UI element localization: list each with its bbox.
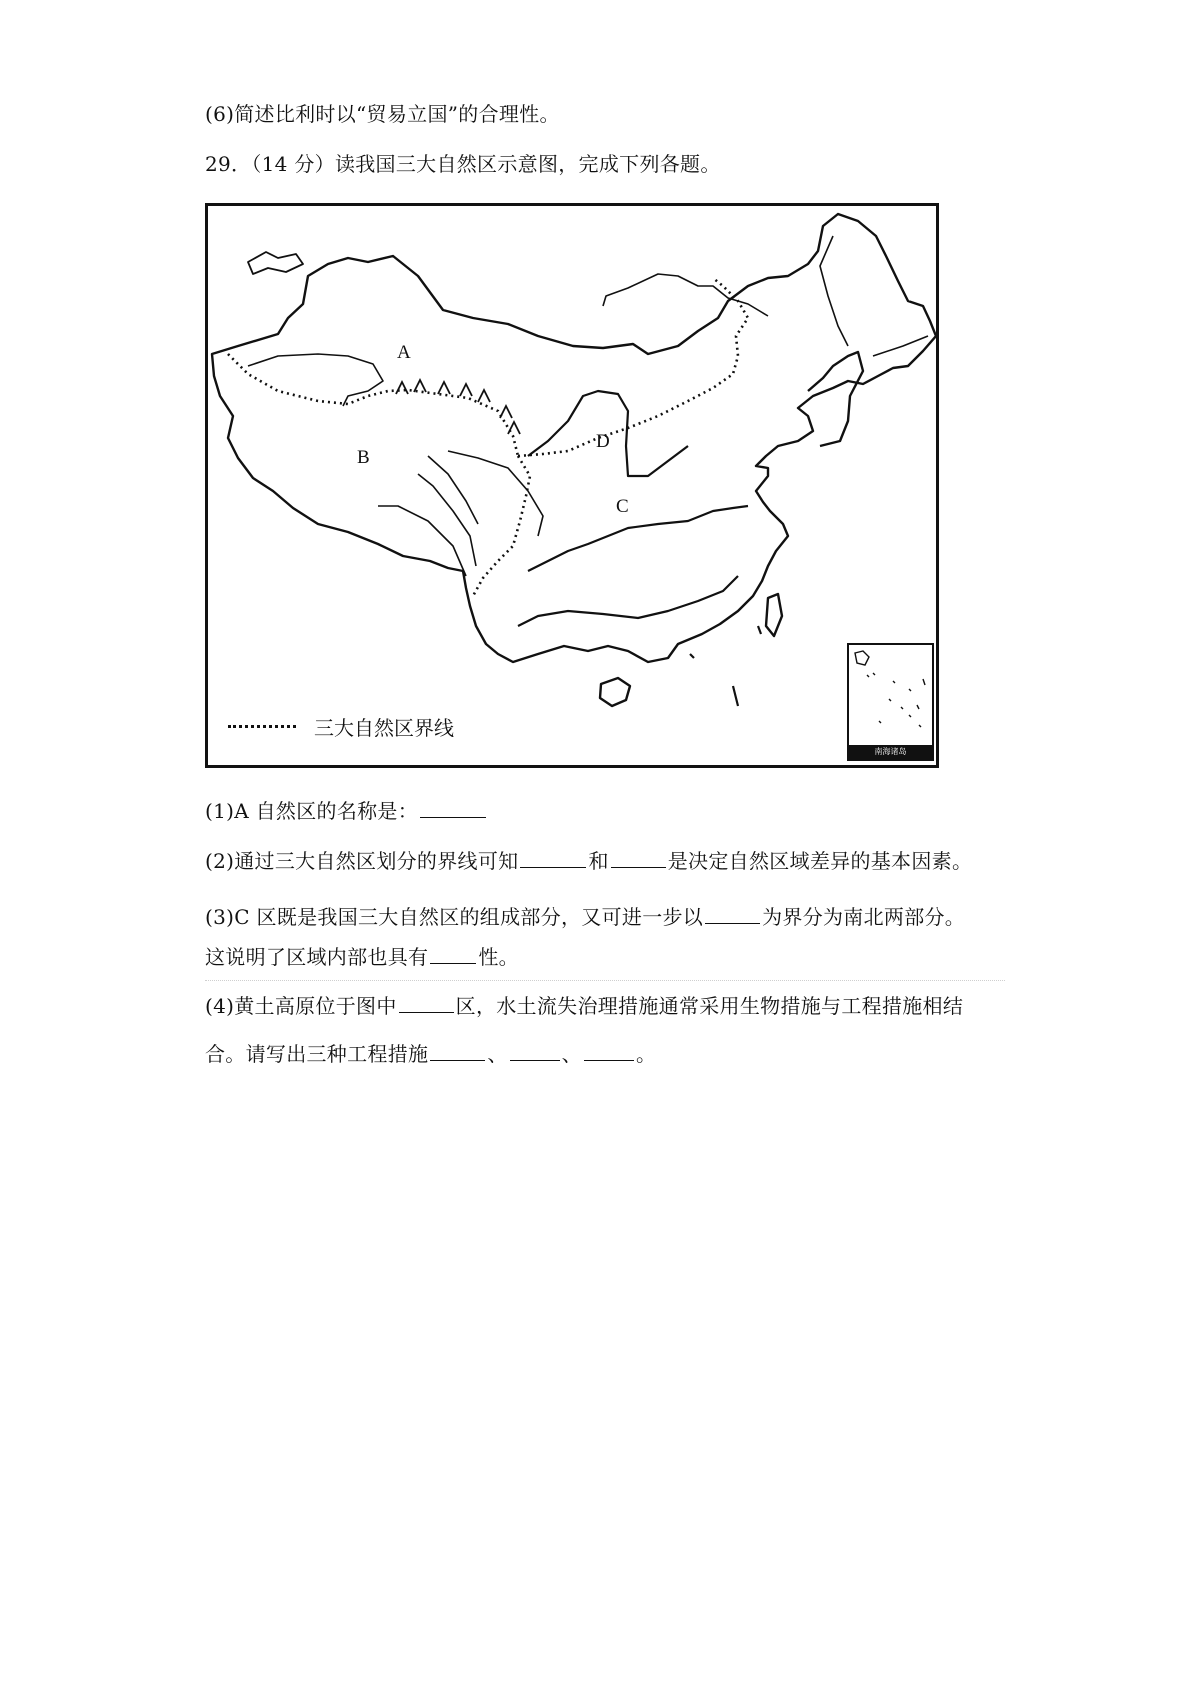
question-4-end: 。	[635, 1042, 657, 1066]
question-29-header	[205, 150, 721, 178]
river-hengduan-1	[378, 506, 466, 576]
inset-coast	[855, 651, 869, 665]
answer-blank[interactable]	[584, 1040, 634, 1061]
question-6-text: (6)简述比利时以“贸易立国”的合理性。	[205, 102, 560, 126]
boundary-west	[228, 354, 518, 456]
question-3-cont-text-a: 这说明了区域内部也具有	[205, 945, 429, 969]
map-label-b: B	[357, 447, 370, 468]
yangtze-line	[528, 506, 748, 571]
answer-blank[interactable]	[399, 992, 454, 1013]
map-label-a: A	[397, 342, 411, 363]
inset-drawing	[849, 645, 932, 745]
question-4-text-a: (4)黄土高原位于图中	[205, 994, 397, 1018]
question-4-continued	[205, 1040, 656, 1068]
legend-dotted-line	[228, 725, 296, 728]
taiwan-island	[766, 594, 782, 636]
question-3-text-a: (3)C 区既是我国三大自然区的组成部分，又可进一步以	[205, 905, 704, 929]
china-natural-regions-map	[205, 203, 939, 768]
china-outline	[212, 214, 936, 662]
boundary-south	[473, 456, 530, 596]
question-6	[205, 100, 560, 128]
question-4-sep-1: 、	[487, 1042, 508, 1066]
question-3-cont-text-b: 性。	[478, 945, 519, 969]
river-tarim	[248, 354, 383, 406]
map-label-d: D	[596, 431, 610, 452]
inset-islands	[867, 673, 925, 727]
answer-blank[interactable]	[520, 847, 586, 868]
south-china-sea-inset	[847, 643, 934, 761]
legend-label: 三大自然区界线	[314, 716, 454, 740]
answer-blank[interactable]	[430, 943, 476, 964]
question-4-cont-text-a: 合。请写出三种工程措施	[205, 1042, 429, 1066]
question-2	[205, 847, 972, 875]
korea-coast	[808, 352, 863, 446]
question-2-text-c: 是决定自然区域差异的基本因素。	[667, 849, 973, 873]
question-2-text-b: 和	[588, 849, 609, 873]
south-islands-3	[758, 626, 761, 634]
answer-blank[interactable]	[510, 1040, 560, 1061]
question-3	[205, 903, 965, 931]
question-29-header-text: 29．（14 分）读我国三大自然区示意图，完成下列各题。	[205, 152, 721, 176]
question-1	[205, 797, 488, 825]
map-legend	[228, 712, 454, 741]
mountain-symbol-1	[396, 380, 520, 434]
question-4	[205, 992, 963, 1020]
question-2-text-a: (2)通过三大自然区划分的界线可知	[205, 849, 519, 873]
hainan-island	[600, 678, 630, 706]
question-3-continued	[205, 943, 519, 971]
boundary-north	[518, 278, 748, 456]
inset-caption: 南海诸岛	[849, 745, 932, 759]
question-4-sep-2: 、	[561, 1042, 582, 1066]
answer-blank[interactable]	[430, 1040, 485, 1061]
south-islands-2	[690, 654, 694, 658]
answer-blank[interactable]	[705, 903, 760, 924]
balkhash-lake	[248, 252, 303, 274]
map-drawing	[208, 206, 936, 765]
river-heilong	[820, 236, 848, 346]
answer-blank[interactable]	[611, 847, 666, 868]
south-islands	[733, 686, 738, 706]
question-3-text-b: 为界分为南北两部分。	[762, 905, 966, 929]
page-separator	[205, 980, 1005, 981]
answer-blank[interactable]	[420, 797, 486, 818]
southern-line	[518, 576, 738, 626]
question-1-text: (1)A 自然区的名称是：	[205, 799, 419, 823]
question-4-text-b: 区，水土流失治理措施通常采用生物措施与工程措施相结	[455, 994, 964, 1018]
map-label-c: C	[616, 496, 629, 517]
river-northeast	[603, 274, 768, 316]
